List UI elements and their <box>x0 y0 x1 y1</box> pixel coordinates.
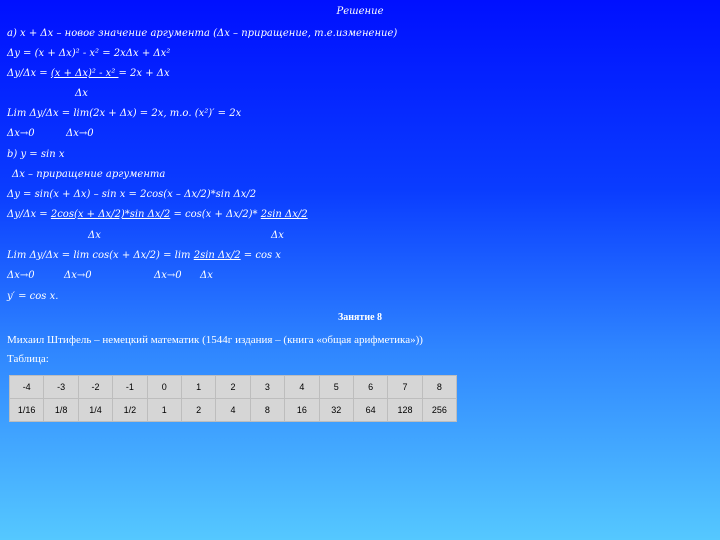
line-a-definition: а) x + Δx – новое значение аргумента (Δx – приращение, т.е.изменение) <box>7 28 398 39</box>
table-row-values <box>10 399 457 422</box>
b-ratio-denominator-2: Δx <box>271 230 284 241</box>
line-b-conclusion: y′ = cos x. <box>7 291 59 302</box>
ratio-result: = 2x + Δx <box>118 68 170 79</box>
table-cell: -2 <box>78 376 112 399</box>
table-cell: 2 <box>181 399 215 422</box>
table-cell: 256 <box>422 399 456 422</box>
table-label: Таблица: <box>7 353 49 365</box>
table-cell: 3 <box>250 376 284 399</box>
line-ratio <box>7 68 170 80</box>
table-cell: 4 <box>216 399 250 422</box>
table-cell: 1/2 <box>113 399 147 422</box>
table-cell: -4 <box>10 376 44 399</box>
line-b-limit <box>7 250 281 262</box>
limit-a-sub-2: Δx→0 <box>66 128 94 139</box>
line-b-ratio <box>7 209 308 221</box>
section-title: Занятие 8 <box>337 312 383 323</box>
ratio-denominator: Δx <box>75 88 88 99</box>
table-cell: 7 <box>388 376 422 399</box>
table-cell: 16 <box>285 399 319 422</box>
b-limit-sub-2: Δx→0 <box>64 270 92 281</box>
ratio-numerator: (x + Δx)² - x² <box>50 68 119 79</box>
limit-a-sub-1: Δx→0 <box>7 128 35 139</box>
table-cell: 128 <box>388 399 422 422</box>
table-cell: 64 <box>353 399 387 422</box>
b-limit-result: = cos x <box>240 250 281 261</box>
table-cell: 8 <box>422 376 456 399</box>
table-cell: -1 <box>113 376 147 399</box>
b-ratio-prefix: Δy/Δx = <box>7 209 51 220</box>
table-cell: 0 <box>147 376 181 399</box>
line-limit-a: Lim Δy/Δx = lim(2x + Δx) = 2x, т.о. (x²)′ = 2x <box>7 108 242 119</box>
table-cell: 8 <box>250 399 284 422</box>
b-ratio-numerator: 2cos(x + Δx/2)*sin Δx/2 <box>50 209 171 220</box>
line-delta-y: Δy = (x + Δx)² - x² = 2xΔx + Δx² <box>7 48 171 59</box>
table-cell: 4 <box>285 376 319 399</box>
table-cell: 5 <box>319 376 353 399</box>
table-cell: 2 <box>216 376 250 399</box>
solution-title: Решение <box>336 6 384 17</box>
b-limit-numerator: 2sin Δx/2 <box>193 250 241 261</box>
stifel-paragraph: Михаил Штифель – немецкий математик (1544г издания – (книга «общая арифметика»)) <box>7 334 423 346</box>
table-cell: 32 <box>319 399 353 422</box>
ratio-prefix: Δy/Δx = <box>7 68 51 79</box>
b-limit-sub-3: Δx→0 <box>154 270 182 281</box>
table-cell: 1 <box>147 399 181 422</box>
table-row-exponents <box>10 376 457 399</box>
powers-of-two-table <box>9 375 457 422</box>
line-b-delta-y: Δy = sin(x + Δx) – sin x = 2cos(x – Δx/2)*sin Δx/2 <box>7 189 257 200</box>
table-cell: 1 <box>181 376 215 399</box>
b-ratio-denominator-1: Δx <box>88 230 101 241</box>
b-limit-prefix: Lim Δy/Δx = lim cos(x + Δx/2) = lim <box>7 250 194 261</box>
table-cell: -3 <box>44 376 78 399</box>
table-cell: 1/16 <box>10 399 44 422</box>
b-ratio-numerator-2: 2sin Δx/2 <box>260 209 308 220</box>
table-cell: 6 <box>353 376 387 399</box>
table-cell: 1/8 <box>44 399 78 422</box>
b-limit-sub-1: Δx→0 <box>7 270 35 281</box>
line-b-increment: Δx – приращение аргумента <box>12 169 166 180</box>
b-ratio-middle: = cos(x + Δx/2)* <box>170 209 261 220</box>
b-limit-denominator: Δx <box>200 270 213 281</box>
line-b-function: b) y = sin x <box>7 149 65 160</box>
table-cell: 1/4 <box>78 399 112 422</box>
